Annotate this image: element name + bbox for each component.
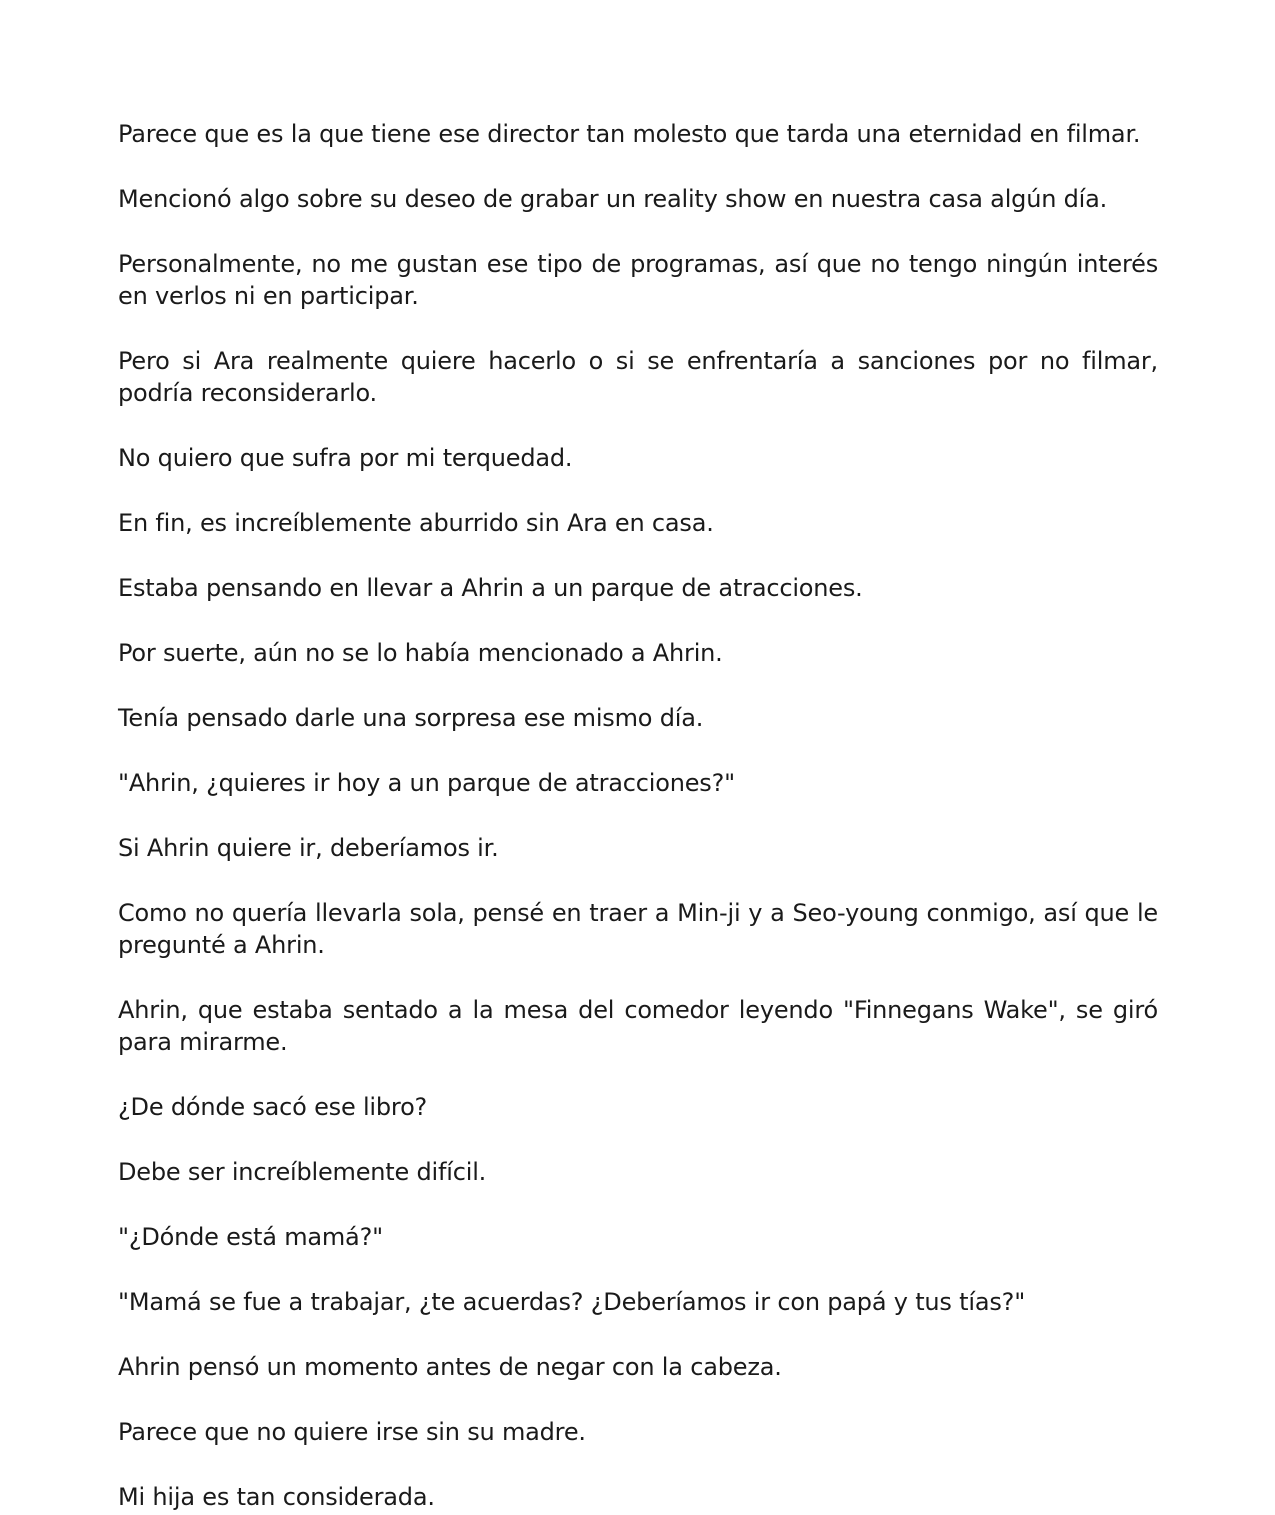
paragraph: Parece que no quiere irse sin su madre.: [118, 1418, 586, 1446]
paragraph: "¿Dónde está mamá?": [118, 1223, 383, 1251]
paragraph: Ahrin, que estaba sentado a la mesa del comedor leyendo "Finnegans Wake", se giró para mirarme.: [118, 996, 1158, 1056]
paragraph: Por suerte, aún no se lo había mencionado a Ahrin.: [118, 639, 723, 667]
paragraph: Parece que es la que tiene ese director tan molesto que tarda una eternidad en filmar.: [118, 120, 1141, 148]
paragraph: Mencionó algo sobre su deseo de grabar un reality show en nuestra casa algún día.: [118, 185, 1108, 213]
paragraph: No quiero que sufra por mi terquedad.: [118, 444, 573, 472]
paragraph: Como no quería llevarla sola, pensé en traer a Min-ji y a Seo-young conmigo, así que le pregunté a Ahrin.: [118, 899, 1158, 959]
paragraph: ¿De dónde sacó ese libro?: [118, 1093, 428, 1121]
document-body: [118, 118, 1158, 1515]
paragraph: Personalmente, no me gustan ese tipo de programas, así que no tengo ningún interés en verlos ni en participar.: [118, 250, 1158, 310]
paragraph: Tenía pensado darle una sorpresa ese mismo día.: [118, 704, 704, 732]
paragraph: "Ahrin, ¿quieres ir hoy a un parque de atracciones?": [118, 769, 735, 797]
paragraph: "Mamá se fue a trabajar, ¿te acuerdas? ¿Deberíamos ir con papá y tus tías?": [118, 1288, 1026, 1316]
paragraph: En fin, es increíblemente aburrido sin Ara en casa.: [118, 509, 714, 537]
paragraph: Mi hija es tan considerada.: [118, 1483, 435, 1511]
paragraph: Ahrin pensó un momento antes de negar con la cabeza.: [118, 1353, 782, 1381]
paragraph: Debe ser increíblemente difícil.: [118, 1158, 487, 1186]
paragraph: Estaba pensando en llevar a Ahrin a un parque de atracciones.: [118, 574, 863, 602]
paragraph: Si Ahrin quiere ir, deberíamos ir.: [118, 834, 499, 862]
paragraph: Pero si Ara realmente quiere hacerlo o si se enfrentaría a sanciones por no filmar, podría reconsiderarlo.: [118, 347, 1158, 407]
